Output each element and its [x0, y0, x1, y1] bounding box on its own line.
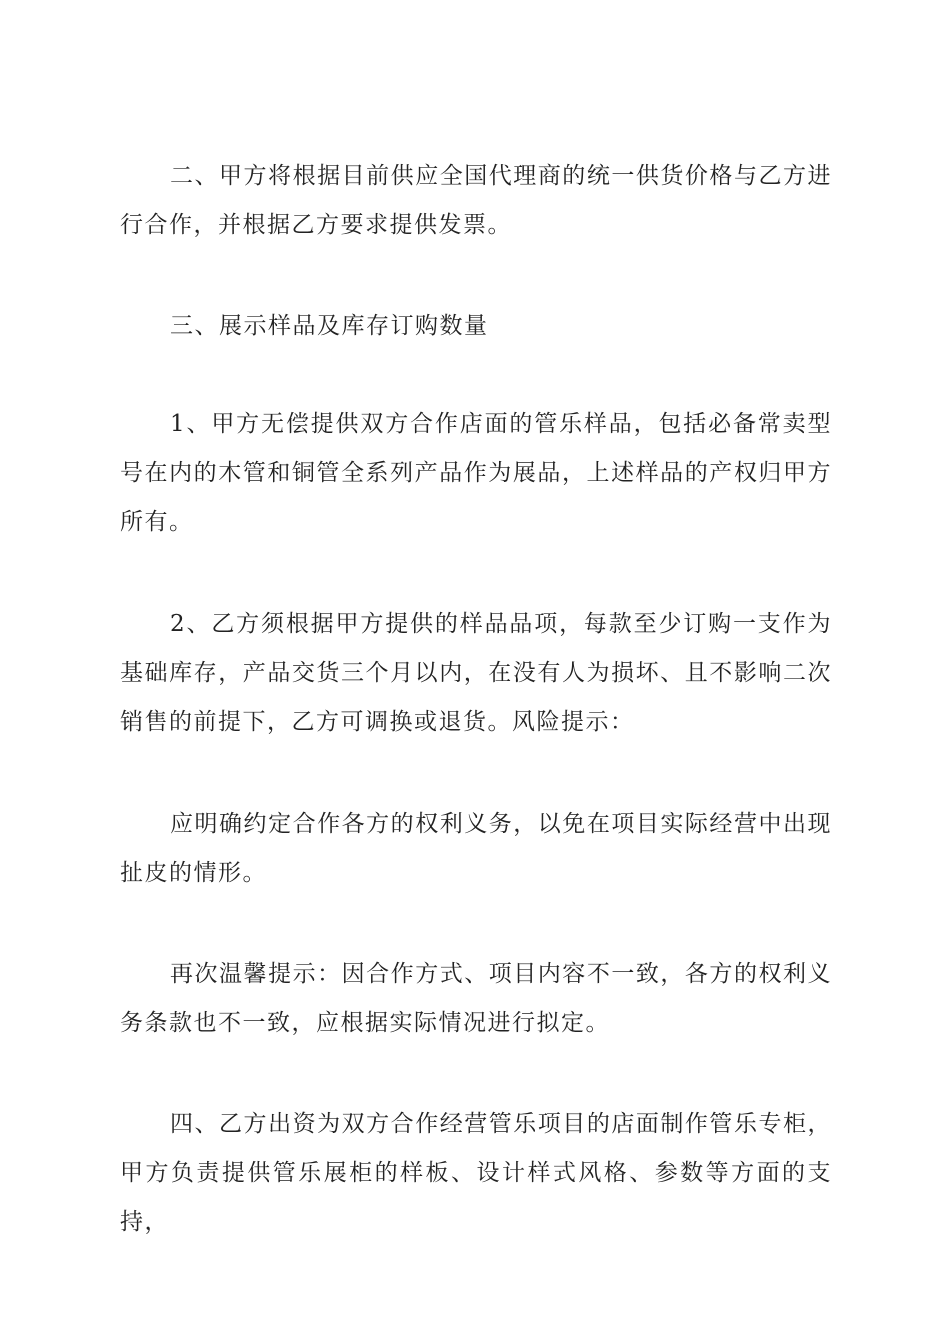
paragraph-samples: 1、甲方无偿提供双方合作店面的管乐样品，包括必备常卖型号在内的木管和铜管全系列产品作为展品，上述样品的产权归甲方所有。 [120, 411, 832, 535]
paragraph-risk-note: 应明确约定合作各方的权利义务，以免在项目实际经营中出现扯皮的情形。 [120, 811, 832, 886]
section-heading-samples-inventory: 三、展示样品及库存订购数量 [170, 313, 489, 339]
paragraph-cabinet: 四、乙方出资为双方合作经营管乐项目的店面制作管乐专柜，甲方负责提供管乐展柜的样板、设计样式风格、参数等方面的支持， [120, 1111, 832, 1235]
paragraph-reminder: 再次温馨提示：因合作方式、项目内容不一致，各方的权利义务条款也不一致，应根据实际情况进行拟定。 [120, 961, 832, 1036]
paragraph-inventory: 2、乙方须根据甲方提供的样品品项，每款至少订购一支作为基础库存，产品交货三个月以内，在没有人为损坏、且不影响二次销售的前提下，乙方可调换或退货。风险提示： [120, 611, 832, 735]
paragraph-pricing: 二、甲方将根据目前供应全国代理商的统一供货价格与乙方进行合作，并根据乙方要求提供发票。 [120, 163, 832, 238]
